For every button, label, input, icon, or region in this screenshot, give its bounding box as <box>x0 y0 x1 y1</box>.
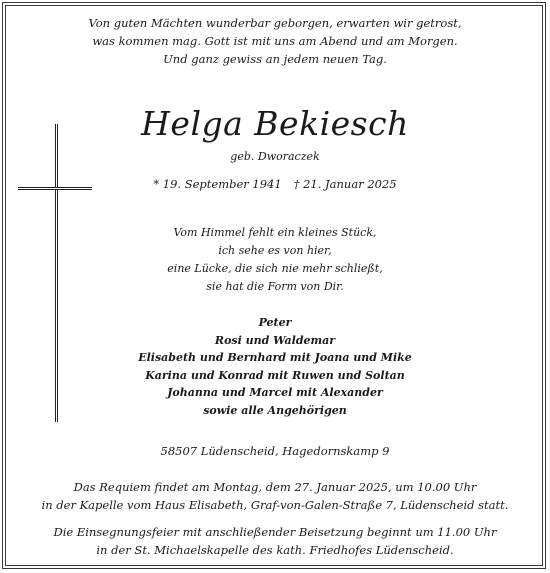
mourners-list <box>0 314 550 419</box>
death-date: † 21. Januar 2025 <box>293 177 397 191</box>
memorial-poem <box>0 224 550 296</box>
opening-poem-line: was kommen mag. Gott ist mit uns am Abend und am Morgen. <box>92 34 458 48</box>
mourner-entry: Karina und Konrad mit Ruwen und Soltan <box>145 368 405 382</box>
memorial-poem-line: sie hat die Form von Dir. <box>206 280 344 293</box>
burial-line: in der St. Michaelskapelle des kath. Friedhofes Lüdenscheid. <box>96 542 454 557</box>
mourner-entry: sowie alle Angehörigen <box>203 403 347 417</box>
memorial-poem-line: eine Lücke, die sich nie mehr schließt, <box>167 262 383 275</box>
requiem-notice <box>0 479 550 514</box>
burial-line: Die Einsegnungsfeier mit anschließender Beisetzung beginnt um 11.00 Uhr <box>53 525 497 539</box>
memorial-poem-line: ich sehe es von hier, <box>218 244 332 257</box>
family-address: 58507 Lüdenscheid, Hagedornskamp 9 <box>160 444 390 458</box>
mourner-entry: Johanna und Marcel mit Alexander <box>167 386 383 399</box>
cross-icon-bar <box>18 187 92 190</box>
burial-notice <box>0 524 550 559</box>
requiem-line: in der Kapelle vom Haus Elisabeth, Graf-von-Galen-Straße 7, Lüdenscheid statt. <box>41 497 509 512</box>
opening-poem-line: Und ganz gewiss an jedem neuen Tag. <box>163 52 387 66</box>
opening-poem-line: Von guten Mächten wunderbar geborgen, erwarten wir getrost, <box>88 16 462 30</box>
requiem-line: Das Requiem findet am Montag, dem 27. Januar 2025, um 10.00 Uhr <box>73 480 477 494</box>
mourner-entry: Peter <box>258 316 292 329</box>
mourner-entry: Rosi und Waldemar <box>214 333 336 347</box>
mourner-entry: Elisabeth und Bernhard mit Joana und Mike <box>138 351 412 364</box>
maiden-name: geb. Dworaczek <box>230 150 320 163</box>
deceased-name: Helga Bekiesch <box>141 104 409 143</box>
memorial-poem-line: Vom Himmel fehlt ein kleines Stück, <box>173 226 377 239</box>
opening-poem <box>0 14 550 68</box>
birth-date: * 19. September 1941 <box>153 177 282 191</box>
